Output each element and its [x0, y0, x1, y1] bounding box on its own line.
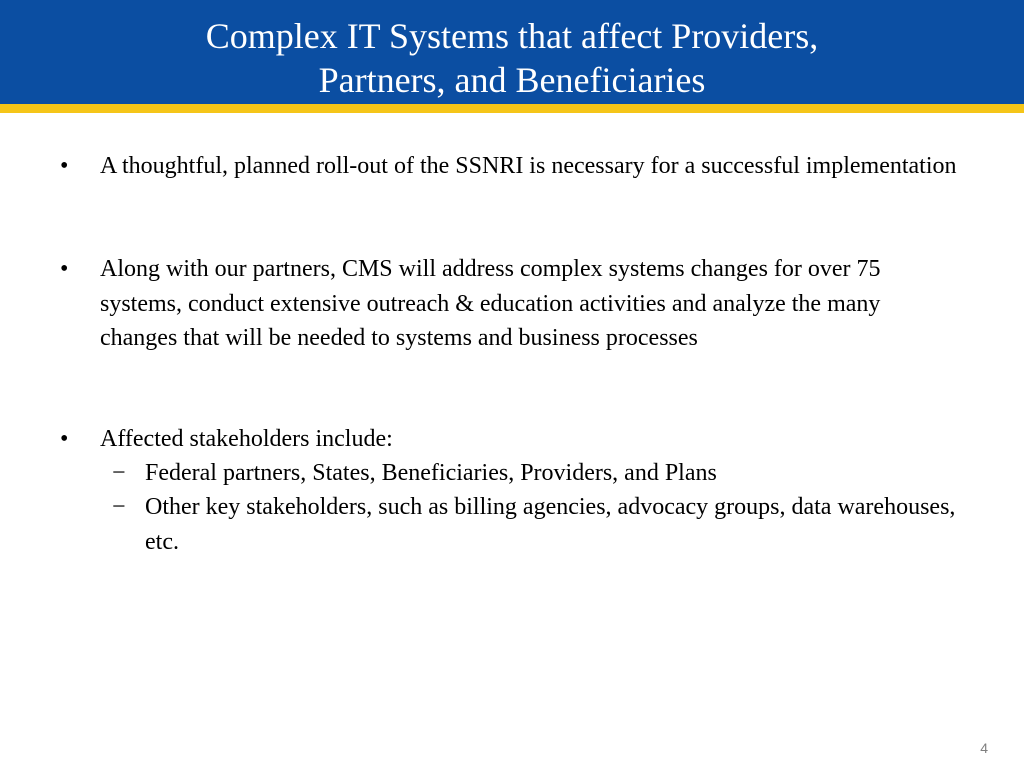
- slide-title: [0, 14, 1024, 102]
- page-number: 4: [980, 740, 988, 756]
- bullet-item-rollout: A thoughtful, planned roll-out of the SSNRI is necessary for a successful implementation: [100, 153, 957, 179]
- bullet-marker: •: [60, 426, 69, 452]
- slide-title-line-2: Partners, and Beneficiaries: [318, 60, 706, 100]
- sub-item-federal-partners: Federal partners, States, Beneficiaries, Providers, and Plans: [145, 460, 717, 486]
- title-accent-rule: [0, 104, 1024, 113]
- bullet-marker: •: [60, 153, 69, 179]
- sub-bullet-marker: −: [112, 460, 126, 486]
- bullet-marker: •: [60, 256, 69, 282]
- slide-title-line-1: Complex IT Systems that affect Providers,: [205, 16, 819, 56]
- bullet-item-stakeholders: Affected stakeholders include:: [100, 426, 393, 452]
- sub-item-other-stakeholders: Other key stakeholders, such as billing agencies, advocacy groups, data warehouses, etc.: [145, 494, 956, 555]
- bullet-item-systems-changes: Along with our partners, CMS will address complex systems changes for over 75 systems, conduct extensive outreach & education activities and analyze the many changes that will be needed to systems and business processes: [100, 256, 881, 351]
- sub-bullet-marker: −: [112, 494, 126, 520]
